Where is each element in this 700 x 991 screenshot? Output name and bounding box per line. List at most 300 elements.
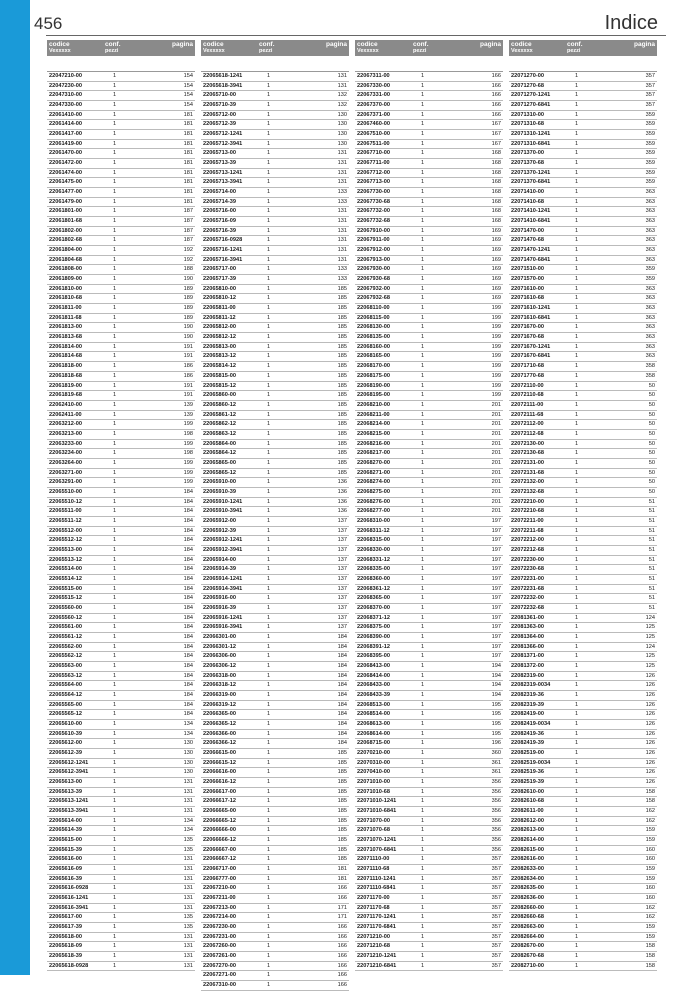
code-cell: 22065717-00: [203, 266, 236, 273]
conf-cell: 1: [267, 247, 271, 254]
header-pagina: pagina: [172, 41, 193, 48]
conf-cell: 1: [267, 150, 271, 157]
table-row: [201, 749, 349, 759]
conf-cell: 1: [267, 179, 271, 186]
page-cell: 357: [645, 73, 655, 79]
conf-cell: 1: [575, 401, 579, 408]
conf-cell: 1: [421, 237, 425, 244]
page-cell: 130: [337, 140, 347, 147]
page-cell: 166: [491, 92, 501, 99]
conf-cell: 1: [421, 247, 425, 254]
table-row: [355, 440, 503, 450]
page-cell: 50: [648, 479, 655, 486]
table-row: [355, 343, 503, 353]
page-cell: 166: [337, 962, 347, 969]
conf-cell: 1: [421, 788, 425, 795]
conf-cell: 1: [113, 788, 117, 795]
conf-cell: 1: [421, 82, 425, 89]
code-cell: 22065864-12: [203, 450, 236, 457]
conf-cell: 1: [113, 392, 117, 399]
conf-cell: 1: [575, 150, 579, 157]
code-cell: 22061410-00: [49, 111, 82, 118]
code-cell: 22081364-00: [511, 633, 544, 640]
code-cell: 22065916-1241: [203, 614, 243, 621]
conf-cell: 1: [267, 924, 271, 931]
table-row: [355, 391, 503, 401]
page-cell: 199: [183, 469, 193, 476]
table-row: [355, 768, 503, 778]
code-cell: 22067912-00: [357, 247, 390, 254]
code-cell: 22071110-1241: [357, 875, 396, 882]
code-cell: 22068433-39: [357, 692, 390, 698]
code-cell: 22065914-1241: [203, 575, 243, 582]
code-cell: 22068391-12: [357, 643, 390, 650]
code-cell: 22081361-00: [511, 614, 544, 621]
table-row: [201, 217, 349, 227]
conf-cell: 1: [267, 614, 271, 621]
page-cell: 159: [645, 875, 655, 882]
conf-cell: 1: [421, 469, 425, 476]
table-row: [355, 120, 503, 130]
code-cell: 22061809-00: [49, 276, 82, 283]
conf-cell: 1: [267, 740, 271, 747]
code-cell: 22066615-12: [203, 759, 236, 766]
table-row: [201, 198, 349, 208]
conf-cell: 1: [575, 430, 579, 437]
page-cell: 181: [183, 131, 193, 138]
code-cell: 22061813-68: [49, 334, 82, 341]
conf-cell: 1: [267, 798, 271, 805]
conf-cell: 1: [575, 256, 579, 263]
side-color-strip: [0, 0, 30, 975]
code-cell: 22082519-0034: [511, 759, 551, 766]
conf-cell: 1: [113, 324, 117, 331]
code-cell: 22065716-3941: [203, 256, 243, 263]
code-cell: 22066616-12: [203, 779, 236, 786]
conf-cell: 1: [575, 305, 579, 312]
conf-cell: 1: [113, 266, 117, 273]
code-cell: 22067932-00: [357, 285, 390, 292]
conf-cell: 1: [113, 682, 117, 689]
code-cell: 22067732-68: [357, 218, 390, 225]
code-cell: 22067913-00: [357, 256, 390, 263]
table-row: [509, 730, 657, 740]
conf-cell: 1: [113, 808, 117, 815]
conf-cell: 1: [113, 527, 117, 534]
table-row: [509, 643, 657, 653]
code-cell: 22065512-00: [49, 527, 82, 534]
conf-cell: 1: [267, 585, 271, 592]
page-cell: 184: [337, 672, 347, 679]
table-row: [47, 217, 195, 227]
page-cell: 185: [337, 305, 347, 312]
conf-cell: 1: [267, 169, 271, 176]
conf-cell: 1: [421, 295, 425, 302]
column-header: [509, 40, 657, 56]
code-cell: 22071310-1241: [511, 131, 551, 138]
table-row: [509, 759, 657, 769]
code-cell: 22071770-68: [511, 372, 544, 379]
conf-cell: 1: [113, 856, 117, 863]
table-row: [355, 352, 503, 362]
conf-cell: 1: [113, 140, 117, 147]
conf-cell: 1: [421, 276, 425, 283]
page-cell: 184: [337, 633, 347, 640]
table-row: [509, 178, 657, 188]
conf-cell: 1: [575, 411, 579, 418]
table-row: [201, 681, 349, 691]
conf-cell: 1: [267, 208, 271, 215]
header-pezzi: pezzi: [259, 48, 273, 54]
conf-cell: 1: [113, 701, 117, 708]
page-cell: 359: [645, 150, 655, 157]
conf-cell: 1: [421, 537, 425, 544]
page-cell: 359: [645, 169, 655, 176]
conf-cell: 1: [575, 537, 579, 544]
conf-cell: 1: [267, 218, 271, 225]
page-cell: 131: [183, 943, 193, 950]
table-row: [201, 604, 349, 614]
code-cell: 22070210-00: [357, 750, 390, 757]
page-cell: 191: [183, 392, 193, 399]
page-cell: 363: [645, 343, 655, 350]
code-cell: 22082519-00: [511, 750, 544, 757]
table-row: [201, 846, 349, 856]
page-cell: 50: [648, 440, 655, 447]
code-cell: 22066617-12: [203, 798, 236, 805]
page-cell: 197: [491, 556, 501, 563]
table-row: [47, 933, 195, 943]
table-row: [47, 749, 195, 759]
code-cell: 22068365-00: [357, 595, 390, 602]
code-cell: 22072132-00: [511, 479, 544, 486]
conf-cell: 1: [113, 933, 117, 940]
conf-cell: 1: [113, 779, 117, 786]
code-cell: 22065564-12: [49, 692, 82, 698]
code-cell: 22082419-0034: [511, 721, 551, 728]
table-row: [201, 411, 349, 421]
code-cell: 22068315-00: [357, 537, 390, 544]
page-cell: 126: [645, 721, 655, 728]
code-cell: 22066306-00: [203, 653, 236, 660]
page-cell: 181: [183, 140, 193, 147]
table-row: [201, 923, 349, 933]
page-cell: 184: [183, 575, 193, 582]
code-cell: 22071710-68: [511, 363, 544, 370]
page-cell: 131: [183, 875, 193, 882]
page-cell: 168: [491, 179, 501, 186]
header-code: codice: [49, 41, 70, 48]
conf-cell: 1: [113, 227, 117, 234]
conf-cell: 1: [113, 953, 117, 960]
code-cell: 22072110-00: [511, 382, 544, 389]
table-row: [355, 517, 503, 527]
code-cell: 22065810-00: [203, 285, 236, 292]
table-row: [509, 430, 657, 440]
page-cell: 190: [183, 324, 193, 331]
table-row: [201, 952, 349, 962]
page-cell: 199: [491, 324, 501, 331]
conf-cell: 1: [421, 256, 425, 263]
code-cell: 22061818-00: [49, 363, 82, 370]
code-cell: 22071610-00: [511, 285, 544, 292]
page-cell: 196: [491, 740, 501, 747]
code-cell: 22067210-00: [203, 885, 236, 892]
code-cell: 22065618-39: [49, 953, 82, 960]
page-cell: 50: [648, 392, 655, 399]
table-row: [201, 556, 349, 566]
page-cell: 50: [648, 488, 655, 495]
page-cell: 363: [645, 314, 655, 321]
page-cell: 184: [337, 740, 347, 747]
conf-cell: 1: [575, 730, 579, 737]
table-row: [509, 343, 657, 353]
code-cell: 22071010-00: [357, 779, 390, 786]
code-cell: 22071610-6841: [511, 314, 551, 321]
code-cell: 22071670-6841: [511, 353, 551, 360]
conf-cell: 1: [113, 169, 117, 176]
table-row: [509, 904, 657, 914]
code-cell: 22071170-68: [357, 904, 390, 911]
table-row: [47, 294, 195, 304]
code-cell: 22065815-12: [203, 382, 236, 389]
page-cell: 185: [337, 846, 347, 853]
conf-cell: 1: [575, 237, 579, 244]
conf-cell: 1: [267, 769, 271, 776]
page-cell: 201: [491, 508, 501, 515]
conf-cell: 1: [421, 92, 425, 99]
table-row: [201, 130, 349, 140]
table-row: [201, 778, 349, 788]
conf-cell: 1: [113, 160, 117, 167]
table-row: [509, 246, 657, 256]
table-row: [201, 207, 349, 217]
table-row: [201, 188, 349, 198]
conf-cell: 1: [113, 411, 117, 418]
conf-cell: 1: [575, 382, 579, 389]
code-cell: 22071370-6841: [511, 179, 551, 186]
code-cell: 22067712-00: [357, 169, 390, 176]
page-cell: 131: [183, 933, 193, 940]
conf-cell: 1: [267, 779, 271, 786]
table-row: [47, 382, 195, 392]
header-pezzi: pezzi: [567, 48, 581, 54]
page-cell: 359: [645, 179, 655, 186]
table-row: [355, 188, 503, 198]
page-cell: 130: [183, 750, 193, 757]
table-row: [201, 459, 349, 469]
conf-cell: 1: [267, 866, 271, 873]
conf-cell: 1: [113, 566, 117, 573]
page-cell: 167: [491, 140, 501, 147]
code-cell: 22065616-09: [49, 866, 82, 873]
conf-cell: 1: [113, 488, 117, 495]
header-code: codice: [511, 41, 532, 48]
conf-cell: 1: [575, 498, 579, 505]
conf-cell: 1: [575, 169, 579, 176]
conf-cell: 1: [575, 131, 579, 138]
page-cell: 134: [183, 817, 193, 824]
conf-cell: 1: [267, 546, 271, 553]
page-cell: 185: [337, 324, 347, 331]
page-cell: 197: [491, 633, 501, 640]
conf-cell: 1: [113, 750, 117, 757]
conf-cell: 1: [575, 546, 579, 553]
table-row: [47, 652, 195, 662]
code-cell: 22068395-00: [357, 653, 390, 660]
table-row: [509, 865, 657, 875]
table-row: [509, 652, 657, 662]
conf-cell: 1: [267, 324, 271, 331]
table-row: [509, 207, 657, 217]
code-cell: 22065560-00: [49, 604, 82, 611]
conf-cell: 1: [113, 498, 117, 505]
table-row: [355, 933, 503, 943]
table-row: [201, 701, 349, 711]
table-row: [355, 691, 503, 701]
code-cell: 22067732-00: [357, 208, 390, 215]
page-cell: 154: [183, 82, 193, 89]
table-row: [355, 643, 503, 653]
code-cell: 22071510-00: [511, 266, 544, 273]
page-cell: 131: [183, 953, 193, 960]
code-cell: 22068211-00: [357, 411, 390, 418]
page-cell: 197: [491, 527, 501, 534]
page-cell: 133: [337, 276, 347, 283]
page-cell: 185: [337, 314, 347, 321]
conf-cell: 1: [575, 247, 579, 254]
table-row: [509, 923, 657, 933]
page-cell: 201: [491, 469, 501, 476]
code-cell: 22065812-00: [203, 324, 236, 331]
conf-cell: 1: [267, 633, 271, 640]
page-cell: 363: [645, 208, 655, 215]
code-cell: 22065618-3941: [203, 82, 243, 89]
code-cell: 22061470-00: [49, 150, 82, 157]
table-row: [355, 478, 503, 488]
code-cell: 22072110-68: [511, 392, 544, 399]
page-cell: 359: [645, 111, 655, 118]
table-row: [47, 430, 195, 440]
table-row: [47, 643, 195, 653]
page-cell: 166: [337, 982, 347, 989]
code-cell: 22068115-00: [357, 314, 390, 321]
conf-cell: 1: [575, 962, 579, 969]
table-row: [509, 942, 657, 952]
conf-cell: 1: [113, 353, 117, 360]
table-row: [201, 855, 349, 865]
code-cell: 22082519-36: [511, 769, 544, 776]
code-cell: 22065515-00: [49, 585, 82, 592]
table-row: [47, 913, 195, 923]
conf-cell: 1: [113, 198, 117, 205]
code-cell: 22068217-00: [357, 450, 390, 457]
code-cell: 22065710-00: [203, 92, 236, 99]
code-cell: 22067711-00: [357, 160, 390, 167]
conf-cell: 1: [421, 895, 425, 902]
page-cell: 162: [645, 904, 655, 911]
code-cell: 22072132-68: [511, 488, 544, 495]
page-cell: 137: [337, 517, 347, 524]
table-row: [47, 333, 195, 343]
conf-cell: 1: [267, 295, 271, 302]
code-cell: 22067230-00: [203, 924, 236, 931]
page-cell: 357: [491, 866, 501, 873]
code-cell: 22068613-00: [357, 721, 390, 728]
code-cell: 22068335-00: [357, 566, 390, 573]
table-row: [201, 575, 349, 585]
page-cell: 181: [337, 875, 347, 882]
table-row: [201, 352, 349, 362]
conf-cell: 1: [113, 92, 117, 99]
page-cell: 166: [337, 972, 347, 979]
conf-cell: 1: [267, 266, 271, 273]
conf-cell: 1: [421, 866, 425, 873]
code-cell: 22071310-68: [511, 121, 544, 128]
table-row: [509, 275, 657, 285]
table-row: [509, 846, 657, 856]
code-cell: 22065618-00: [49, 933, 82, 940]
code-cell: 22071010-1241: [357, 798, 397, 805]
conf-cell: 1: [575, 276, 579, 283]
table-row: [509, 265, 657, 275]
code-cell: 22065617-39: [49, 924, 82, 931]
conf-cell: 1: [113, 237, 117, 244]
page-cell: 137: [337, 546, 347, 553]
page-cell: 185: [337, 469, 347, 476]
table-row: [509, 420, 657, 430]
page-cell: 185: [337, 817, 347, 824]
page-cell: 51: [648, 585, 655, 592]
conf-cell: 1: [421, 546, 425, 553]
code-cell: 22067370-00: [357, 102, 390, 109]
page-cell: 135: [183, 846, 193, 853]
table-row: [47, 188, 195, 198]
page-cell: 134: [183, 827, 193, 834]
page-cell: 181: [183, 179, 193, 186]
conf-cell: 1: [113, 363, 117, 370]
page-cell: 51: [648, 498, 655, 505]
page-cell: 134: [183, 730, 193, 737]
conf-cell: 1: [267, 479, 271, 486]
page-cell: 185: [337, 837, 347, 844]
page-cell: 135: [183, 837, 193, 844]
table-row: [47, 72, 195, 82]
code-cell: 22065615-39: [49, 846, 82, 853]
conf-cell: 1: [421, 653, 425, 660]
page-cell: 184: [183, 692, 193, 698]
code-cell: 22082633-00: [511, 866, 544, 873]
header-conf: conf.: [259, 41, 275, 48]
conf-cell: 1: [267, 827, 271, 834]
code-cell: 22067211-00: [203, 895, 236, 902]
table-row: [201, 498, 349, 508]
code-cell: 22072231-00: [511, 575, 544, 582]
code-cell: 22071410-68: [511, 198, 544, 205]
index-rows: [355, 71, 503, 971]
conf-cell: 1: [267, 788, 271, 795]
page-cell: 130: [337, 131, 347, 138]
page-cell: 357: [491, 914, 501, 921]
table-row: [47, 633, 195, 643]
page-cell: 168: [491, 189, 501, 196]
table-row: [509, 594, 657, 604]
table-row: [201, 797, 349, 807]
page-cell: 160: [645, 846, 655, 853]
table-row: [47, 507, 195, 517]
code-cell: 22072230-00: [511, 556, 544, 563]
table-row: [509, 913, 657, 923]
